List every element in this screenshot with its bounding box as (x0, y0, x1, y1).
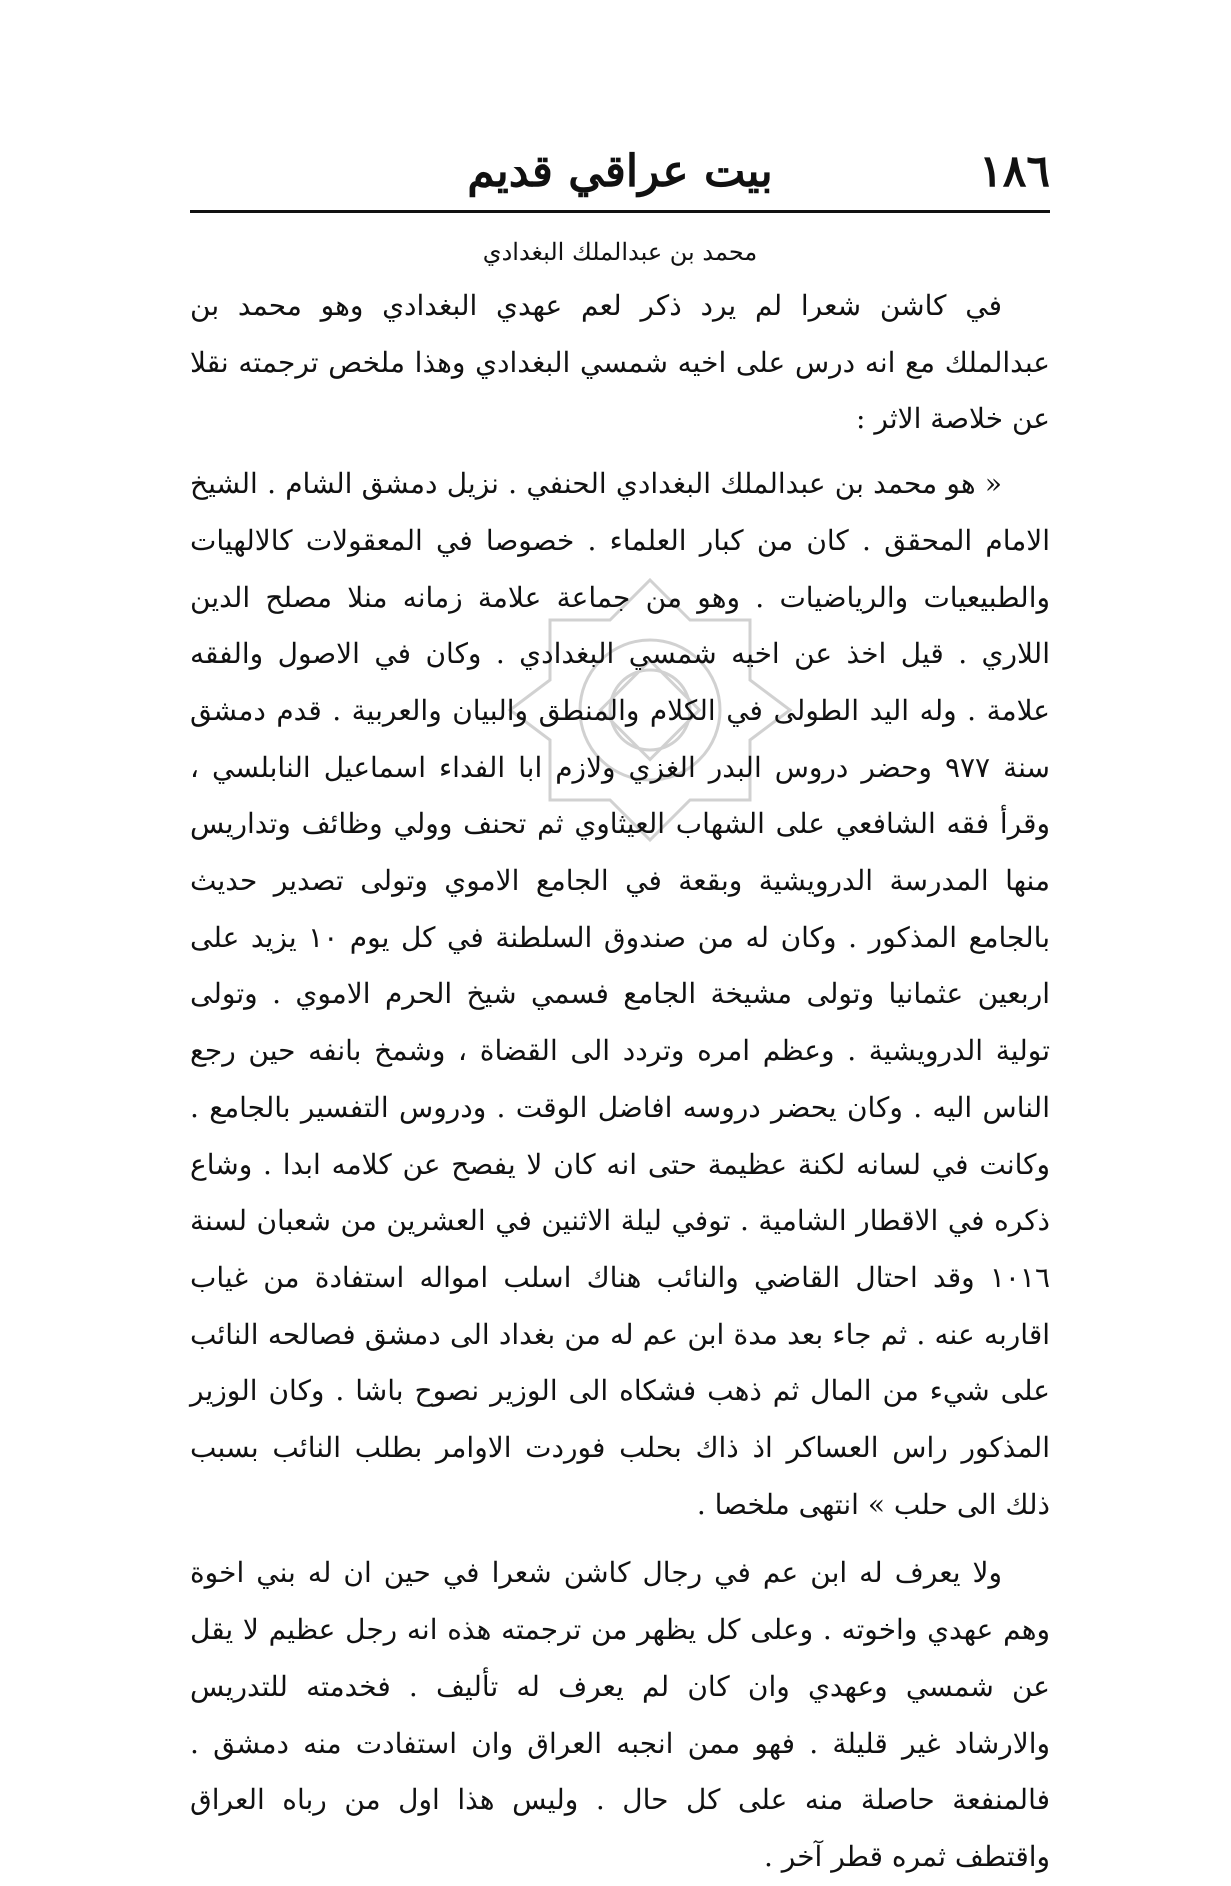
paragraph-intro: في كاشن شعرا لم يرد ذكر لعم عهدي البغدادي وهو محمد بن عبدالملك مع انه درس على اخيه شمسي البغدادي وهذا ملخص ترجمته نقلا عن خلاصة الاثر : (190, 289, 1050, 436)
section-heading: محمد بن عبدالملك البغدادي (482, 238, 758, 266)
paragraph-conclusion: ولا يعرف له ابن عم في رجال كاشن شعرا في حين ان له بني اخوة وهم عهدي واخوته . وعلى كل يظهر من ترجمته هذه انه رجل عظيم لا يقل عن شمسي وعهدي وان كان لم يعرف له تأليف . فخدمته للتدريس والارشاد غير قليلة . فهو ممن انجبه العراق وان استفادت منه دمشق . فالمنفعة حاصلة منه على كل حال . وليس هذا اول من رباه العراق واقتطف ثمره قطر آخر . (190, 1556, 1050, 1873)
header-rule (190, 210, 1050, 213)
page-header (190, 140, 1050, 210)
paragraph-biography-quote: « هو محمد بن عبدالملك البغدادي الحنفي . نزيل دمشق الشام . الشيخ الامام المحقق . كان من كبار العلماء . خصوصا في المعقولات كالالهيات والطبيعيات والرياضيات . وهو من جماعة علامة زمانه منلا مصلح الدين اللاري . قيل اخذ عن اخيه شمسي البغدادي . وكان في الاصول والفقه علامة . وله اليد الطولى في الكلام والمنطق والبيان والعربية . قدم دمشق سنة ٩٧٧ وحضر دروس البدر الغزي ولازم ابا الفداء اسماعيل النابلسي ، وقرأ فقه الشافعي على الشهاب العيثاوي ثم تحنف وولي وظائف وتداريس منها المدرسة الدرويشية وبقعة في الجامع الاموي وتولى تصدير حديث بالجامع المذكور . وكان له من صندوق السلطنة في كل يوم ١٠ يزيد على اربعين عثمانيا وتولى مشيخة الجامع فسمي شيخ الحرم الاموي . وتولى تولية الدرويشية . وعظم امره وتردد الى القضاة ، وشمخ بانفه حين رجع الناس اليه . وكان يحضر دروسه افاضل الوقت . ودروس التفسير بالجامع . وكانت في لسانه لكنة عظيمة حتى انه كان لا يفصح عن كلامه ابدا . وشاع ذكره في الاقطار الشامية . توفي ليلة الاثنين في العشرين من شعبان لسنة ١٠١٦ وقد احتال القاضي والنائب هناك اسلب امواله استفادة من غياب اقاربه عنه . ثم جاء بعد مدة ابن عم له من بغداد الى دمشق فصالحه النائب على شيء من المال ثم ذهب فشكاه الى الوزير نصوح باشا . وكان الوزير المذكور راس العساكر اذ ذاك بحلب فوردت الاوامر بطلب النائب بسبب ذلك الى حلب » انتهى ملخصا . (190, 467, 1050, 1521)
running-title: بيت عراقي قديم (467, 146, 773, 197)
body-text (190, 278, 1050, 1886)
page-number: ١٨٦ (979, 146, 1050, 197)
